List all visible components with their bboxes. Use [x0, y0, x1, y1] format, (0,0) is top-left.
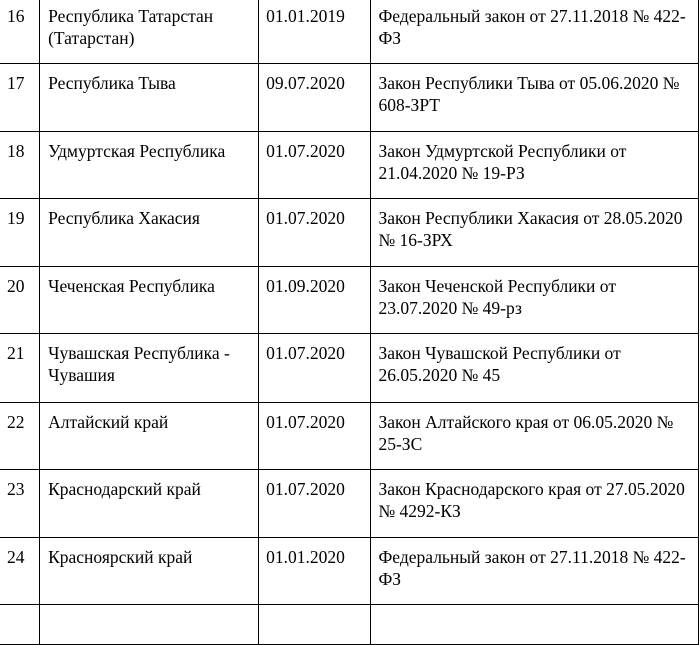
effective-date: 01.01.2019 — [259, 0, 371, 64]
row-number: 17 — [0, 64, 40, 132]
empty-cell — [371, 605, 699, 645]
law-reference: Закон Краснодарского края от 27.05.2020 № 4292-КЗ — [371, 470, 699, 538]
effective-date: 01.01.2020 — [259, 538, 371, 605]
law-reference: Закон Республики Хакасия от 28.05.2020 № 16-ЗРХ — [371, 199, 699, 267]
law-reference: Закон Чувашской Республики от 26.05.2020 № 45 — [371, 334, 699, 403]
region-name: Чеченская Республика — [40, 267, 259, 334]
table-row — [0, 403, 699, 470]
empty-cell — [40, 605, 259, 645]
effective-date: 01.07.2020 — [259, 334, 371, 403]
table-row — [0, 470, 699, 538]
region-name: Республика Тыва — [40, 64, 259, 132]
region-name: Красноярский край — [40, 538, 259, 605]
law-reference: Закон Удмуртской Республики от 21.04.2020 № 19-РЗ — [371, 132, 699, 199]
region-name: Республика Татарстан (Татарстан) — [40, 0, 259, 64]
region-name: Краснодарский край — [40, 470, 259, 538]
row-number: 21 — [0, 334, 40, 403]
row-number: 18 — [0, 132, 40, 199]
row-number: 20 — [0, 267, 40, 334]
table-row — [0, 267, 699, 334]
table-row-partial — [0, 605, 699, 645]
table-row — [0, 538, 699, 605]
region-name: Удмуртская Республика — [40, 132, 259, 199]
row-number: 22 — [0, 403, 40, 470]
table-row — [0, 334, 699, 403]
table-row — [0, 0, 699, 64]
region-name: Чувашская Республика - Чувашия — [40, 334, 259, 403]
table-row — [0, 64, 699, 132]
law-reference: Федеральный закон от 27.11.2018 № 422-ФЗ — [371, 0, 699, 64]
empty-cell — [0, 605, 40, 645]
law-reference: Закон Алтайского края от 06.05.2020 № 25-ЗС — [371, 403, 699, 470]
effective-date: 01.07.2020 — [259, 199, 371, 267]
table-row — [0, 199, 699, 267]
row-number: 16 — [0, 0, 40, 64]
law-reference: Закон Республики Тыва от 05.06.2020 № 608-ЗРТ — [371, 64, 699, 132]
law-reference: Федеральный закон от 27.11.2018 № 422-ФЗ — [371, 538, 699, 605]
effective-date: 01.09.2020 — [259, 267, 371, 334]
region-name: Алтайский край — [40, 403, 259, 470]
region-name: Республика Хакасия — [40, 199, 259, 267]
row-number: 23 — [0, 470, 40, 538]
effective-date: 01.07.2020 — [259, 470, 371, 538]
law-reference: Закон Чеченской Республики от 23.07.2020 № 49-рз — [371, 267, 699, 334]
table-row — [0, 132, 699, 199]
effective-date: 09.07.2020 — [259, 64, 371, 132]
empty-cell — [259, 605, 371, 645]
effective-date: 01.07.2020 — [259, 403, 371, 470]
row-number: 24 — [0, 538, 40, 605]
row-number: 19 — [0, 199, 40, 267]
effective-date: 01.07.2020 — [259, 132, 371, 199]
